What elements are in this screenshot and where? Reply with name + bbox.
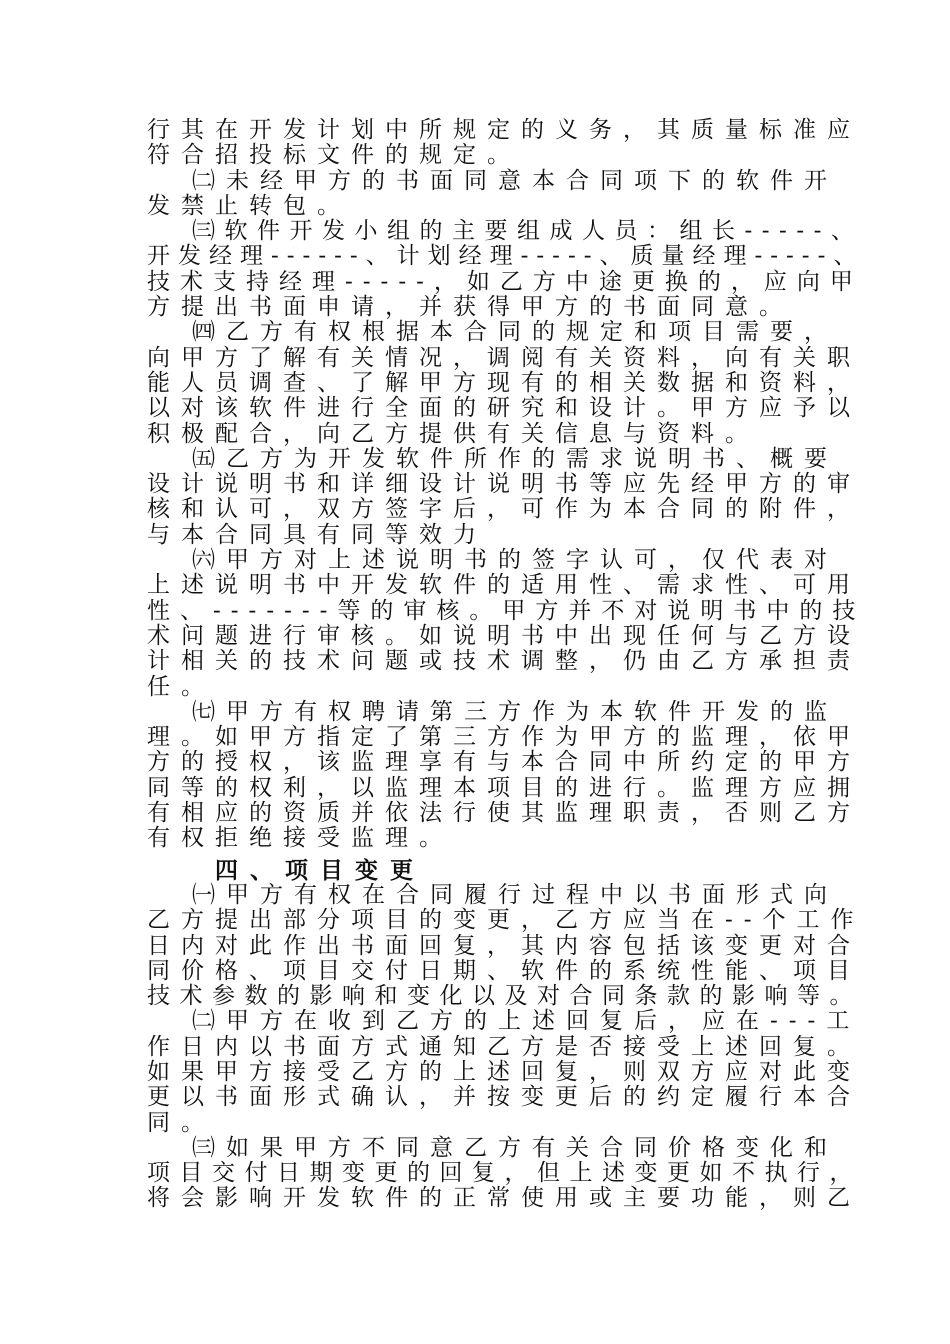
text-line: 日内对此作出书面回复，其内容包括该变更对合 <box>147 932 861 959</box>
contract-text <box>147 118 867 1212</box>
text-line: 技术参数的影响和变化以及对合同条款的影响等。 <box>147 983 862 1010</box>
text-line: 同价格、项目交付日期、软件的系统性能、项目 <box>147 957 861 984</box>
clause-3-start: ㈢如果甲方不同意乙方有关合同价格变化和 <box>192 1134 838 1161</box>
text-line: 术问题进行审核。如说明书中出现任何与乙方设 <box>147 622 861 649</box>
text-line: 理。如甲方指定了第三方作为甲方的监理，依甲 <box>147 724 861 751</box>
text-line: 将会影响开发软件的正常使用或主要功能，则乙 <box>147 1185 861 1212</box>
text-line: 能人员调查、了解甲方现有的相关数据和资料， <box>147 369 861 396</box>
text-line: 发禁止转包。 <box>147 192 351 219</box>
text-line: 上述说明书中开发软件的适用性、需求性、可用 <box>147 572 861 599</box>
text-line: 核和认可，双方签字后，可作为本合同的附件， <box>147 496 861 523</box>
text-line: 如果甲方接受乙方的上述回复，则双方应对此变 <box>147 1058 861 1085</box>
text-line: 以对该软件进行全面的研究和设计。甲方应予以 <box>147 395 861 422</box>
text-line: 积极配合，向乙方提供有关信息与资料。 <box>147 420 759 447</box>
clause-1-start: ㈠甲方有权在合同履行过程中以书面形式向 <box>192 881 838 908</box>
text-line: 设计说明书和详细设计说明书等应先经甲方的审 <box>147 471 861 498</box>
clause-2-start: ㈡甲方在收到乙方的上述回复后，应在---工 <box>192 1008 861 1035</box>
text-line: 项目交付日期变更的回复，但上述变更如不执行， <box>147 1160 862 1187</box>
text-line: 行其在开发计划中所规定的义务，其质量标准应 <box>147 117 861 143</box>
text-line: 同。 <box>147 1109 215 1136</box>
text-line: 技术支持经理-----，如乙方中途更换的，应向甲 <box>147 268 863 295</box>
text-line: 性、-------等的审核。甲方并不对说明书中的技 <box>147 597 866 624</box>
clause-5-start: ㈤乙方为开发软件所作的需求说明书、概要 <box>192 445 838 472</box>
clause-3-start: ㈢软件开发小组的主要组成人员：组长-----、 <box>192 218 864 245</box>
text-line: 方提出书面申请，并获得甲方的书面同意。 <box>147 294 793 321</box>
section-heading: 四、项目变更 <box>215 856 425 884</box>
text-line: 开发经理------、计划经理-----、质量经理-----、 <box>147 243 865 270</box>
text-line: 作日内以书面方式通知乙方是否接受上述回复。 <box>147 1033 861 1060</box>
text-line: 向甲方了解有关情况，调阅有关资料，向有关职 <box>147 344 861 371</box>
clause-7-start: ㈦甲方有权聘请第三方作为本软件开发的监 <box>192 698 838 725</box>
text-line: 方的授权，该监理享有与本合同中所约定的甲方 <box>147 749 861 776</box>
text-line: 更以书面形式确认，并按变更后的约定履行本合 <box>147 1084 861 1111</box>
text-line: 计相关的技术问题或技术调整，仍由乙方承担责 <box>147 648 861 675</box>
text-line: 与本合同具有同等效力 <box>147 521 487 548</box>
text-line: 有相应的资质并依法行使其监理职责，否则乙方 <box>147 800 861 827</box>
clause-6-start: ㈥甲方对上述说明书的签字认可，仅代表对 <box>192 547 838 574</box>
text-line: 同等的权利，以监理本项目的进行。监理方应拥 <box>147 774 861 801</box>
text-line: 有权拒绝接受监理。 <box>147 825 453 852</box>
text-line: 符合招投标文件的规定。 <box>147 142 521 169</box>
text-line: 乙方提出部分项目的变更，乙方应当在--个工作 <box>147 907 865 934</box>
text-line: 任。 <box>147 673 215 700</box>
clause-4-start: ㈣乙方有权根据本合同的规定和项目需要， <box>192 319 838 346</box>
clause-2-start: ㈡未经甲方的书面同意本合同项下的软件开 <box>192 167 838 194</box>
